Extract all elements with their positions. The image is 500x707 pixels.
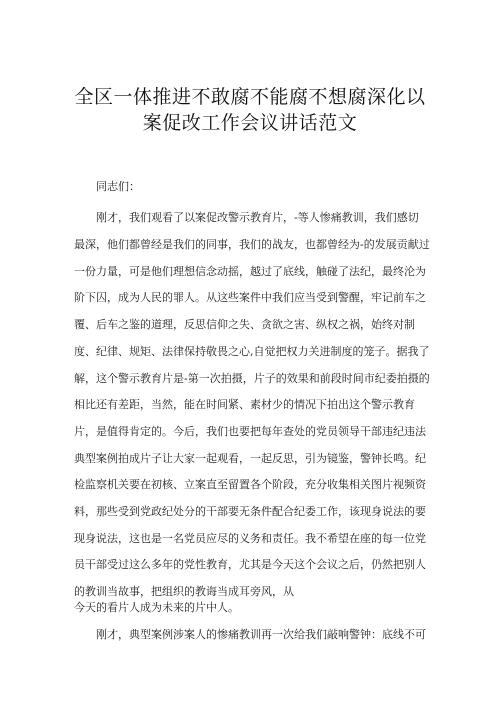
body-line: 的教训当故事，把组织的教诲当成耳旁风，从 (74, 585, 294, 598)
body-line: 现身说法，这也是一名党员应尽的义务和责任。我不希望在座的每一位党 (74, 532, 426, 545)
body-line: 今天的看片人成为未来的片中人。 (74, 601, 239, 614)
body-line: 检监察机关要在初核、立案直至留置各个阶段，充分收集相关图片视频资 (74, 478, 426, 491)
body-line: 料，那些受到党政纪处分的干部要无条件配合纪委工作，该现身说法的要 (74, 505, 426, 518)
body-line: 员干部受过这么多年的党性教育，尤其是今天这个会议之后，仍然把别人 (74, 558, 426, 571)
body-line: 度、纪律、规矩、法律保持敬畏之心,自觉把权力关进制度的笼子。据我了 (74, 345, 430, 358)
body-line: 最深，他们都曾经是我们的同事，我们的战友，也都曾经为-的发展贡献过 (74, 238, 430, 251)
document-title-line-1: 全区一体推进不敢腐不能腐不想腐深化以 (74, 86, 426, 108)
body-line: 片，是值得肯定的。今后，我们也要把每年查处的党员领导干部违纪违法 (74, 425, 426, 438)
body-line: 一份力量，可是他们理想信念动摇，越过了底线，触碰了法纪，最终沦为 (74, 265, 426, 278)
salutation: 同志们： (96, 180, 140, 193)
body-line: 相比还有差距，当然，能在时间紧、素材少的情况下拍出这个警示教育 (74, 398, 415, 411)
body-line: 解，这个警示教育片是-第一次拍摄，片子的效果和前段时间市纪委拍摄的 (74, 372, 430, 385)
document-title-line-2: 案促改工作会议讲话范文 (142, 112, 358, 134)
body-line: 刚才，典型案例涉案人的惨痛教训再一次给我们敲响警钟：底线不可 (96, 628, 426, 641)
body-line: 刚才，我们观看了以案促改警示教育片，-等人惨痛教训，我们感切 (96, 211, 419, 224)
body-line: 阶下囚，成为人民的罪人。从这些案件中我们应当受到警醒，牢记前车之 (74, 291, 426, 304)
body-line: 覆、后车之鉴的道理，反思信仰之失、贪欲之害、纵权之祸，始终对制 (74, 318, 415, 331)
body-line: 典型案例拍成片子让大家一起观看，一起反思，引为镜鉴，警钟长鸣。纪 (74, 452, 426, 465)
